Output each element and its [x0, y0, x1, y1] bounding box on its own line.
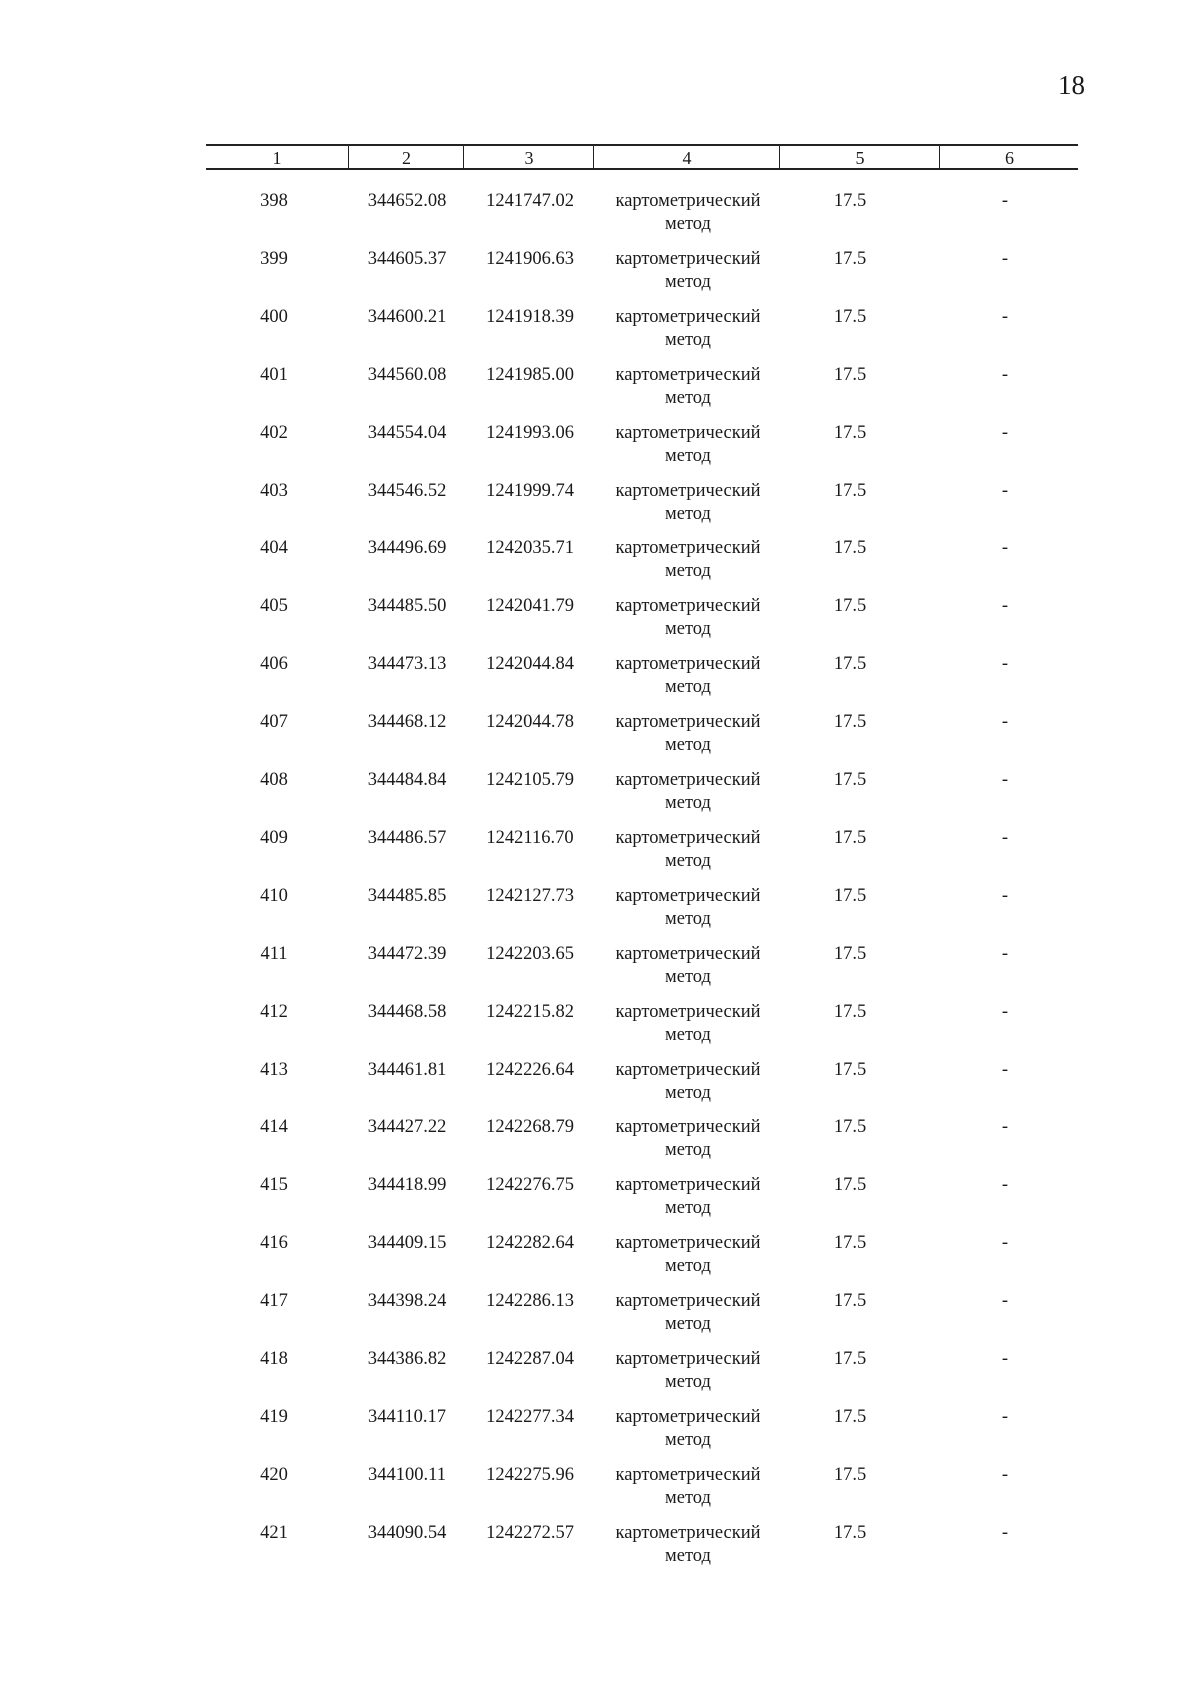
header-col-4: 4: [593, 146, 780, 168]
method-cell: [588, 364, 788, 410]
coordinate-x: 344090.54: [367, 1522, 447, 1543]
table-row: [0, 1348, 1200, 1406]
table-row: [0, 248, 1200, 306]
method-line-2: метод: [665, 677, 711, 698]
method-line-2: метод: [665, 1487, 711, 1508]
method-line-2: метод: [665, 850, 711, 871]
point-number: 399: [260, 248, 288, 269]
coordinate-x: 344485.85: [367, 885, 447, 906]
coordinate-x: 344546.52: [367, 480, 447, 501]
table-row: [0, 1406, 1200, 1464]
table-row: [0, 827, 1200, 885]
method-line-2: метод: [665, 966, 711, 987]
coordinate-x: 344472.39: [367, 943, 447, 964]
accuracy-value: 17.5: [833, 1464, 867, 1485]
method-line-1: картометрический: [615, 480, 761, 501]
coordinate-y: 1242287.04: [486, 1349, 574, 1369]
method-cell: [588, 1290, 788, 1336]
accuracy-value: 17.5: [833, 770, 867, 790]
method-line-2: метод: [665, 445, 711, 466]
method-line-2: метод: [665, 329, 711, 350]
column-6-value: -: [1001, 1349, 1009, 1369]
coordinate-y: 1241918.39: [486, 306, 574, 327]
accuracy-value: 17.5: [833, 538, 867, 559]
method-line-1: картометрический: [615, 248, 761, 269]
method-line-1: картометрический: [615, 1349, 761, 1369]
header-col-2: 2: [348, 146, 464, 168]
column-6-value: -: [1001, 480, 1009, 501]
column-6-value: -: [1001, 770, 1009, 790]
method-line-1: картометрический: [615, 885, 761, 906]
method-line-1: картометрический: [615, 1406, 761, 1427]
method-line-1: картометрический: [615, 654, 761, 675]
accuracy-value: 17.5: [833, 1059, 867, 1080]
method-cell: [588, 1174, 788, 1220]
method-cell: [588, 190, 788, 236]
accuracy-value: 17.5: [833, 248, 867, 269]
coordinate-x: 344386.82: [367, 1349, 447, 1369]
header-col-3: 3: [463, 146, 594, 168]
coordinate-x: 344427.22: [367, 1117, 447, 1138]
method-line-1: картометрический: [615, 422, 761, 443]
accuracy-value: 17.5: [833, 1117, 867, 1138]
column-6-value: -: [1001, 1291, 1009, 1312]
header-col-1: 1: [272, 148, 282, 168]
coordinate-y: 1242044.84: [486, 654, 574, 675]
column-6-value: -: [1001, 1117, 1009, 1138]
coordinate-y: 1241993.06: [486, 422, 574, 443]
coordinate-y: 1242276.75: [486, 1175, 574, 1196]
column-6-value: -: [1001, 306, 1009, 327]
accuracy-value: 17.5: [833, 306, 867, 327]
coordinate-x: 344554.04: [367, 422, 447, 443]
point-number: 421: [260, 1522, 288, 1543]
column-6-value: -: [1001, 712, 1009, 733]
column-6-value: -: [1001, 1175, 1009, 1196]
point-number: 406: [260, 654, 288, 675]
method-line-2: метод: [665, 619, 711, 640]
point-number: 416: [260, 1233, 288, 1254]
method-line-2: метод: [665, 1082, 711, 1103]
method-cell: [588, 1059, 788, 1105]
method-line-2: метод: [665, 1256, 711, 1277]
table-row: [0, 1232, 1200, 1290]
method-line-1: картометрический: [615, 364, 761, 385]
column-6-value: -: [1001, 422, 1009, 443]
method-cell: [588, 943, 788, 989]
accuracy-value: 17.5: [833, 1291, 867, 1312]
accuracy-value: 17.5: [833, 1001, 867, 1022]
coordinate-x: 344468.12: [367, 712, 447, 733]
coordinate-x: 344486.57: [367, 827, 447, 848]
method-line-2: метод: [665, 1429, 711, 1450]
table-row: [0, 1059, 1200, 1117]
column-6-value: -: [1001, 943, 1009, 964]
coordinate-x: 344409.15: [367, 1233, 447, 1254]
point-number: 408: [260, 770, 288, 790]
coordinate-x: 344600.21: [367, 306, 447, 327]
point-number: 409: [260, 827, 288, 848]
method-line-2: метод: [665, 908, 711, 929]
table-row: [0, 1116, 1200, 1174]
method-line-2: метод: [665, 1024, 711, 1045]
method-line-1: картометрический: [615, 712, 761, 733]
table-row: [0, 595, 1200, 653]
table-row: [0, 711, 1200, 769]
point-number: 401: [260, 364, 288, 385]
coordinate-y: 1242268.79: [486, 1117, 574, 1138]
method-line-1: картометрический: [615, 1059, 761, 1080]
method-line-1: картометрический: [615, 306, 761, 327]
accuracy-value: 17.5: [833, 1406, 867, 1427]
method-line-1: картометрический: [615, 770, 761, 790]
method-line-2: метод: [665, 561, 711, 582]
column-6-value: -: [1001, 191, 1009, 211]
coordinate-y: 1242044.78: [486, 712, 574, 733]
column-6-value: -: [1001, 827, 1009, 848]
column-6-value: -: [1001, 1233, 1009, 1254]
coordinate-y: 1242275.96: [486, 1464, 574, 1485]
table-header: [206, 144, 1078, 170]
method-line-2: метод: [665, 387, 711, 408]
coordinate-y: 1241747.02: [486, 191, 574, 211]
column-6-value: -: [1001, 885, 1009, 906]
coordinate-x: 344468.58: [367, 1001, 447, 1022]
coordinate-y: 1242215.82: [486, 1001, 574, 1022]
method-cell: [588, 537, 788, 583]
coordinate-y: 1242286.13: [486, 1291, 574, 1312]
method-line-1: картометрический: [615, 191, 761, 211]
table-row: [0, 537, 1200, 595]
table-row: [0, 1290, 1200, 1348]
point-number: 407: [260, 712, 288, 733]
accuracy-value: 17.5: [833, 943, 867, 964]
point-number: 413: [260, 1059, 288, 1080]
coordinate-x: 344652.08: [367, 191, 447, 211]
accuracy-value: 17.5: [833, 712, 867, 733]
column-6-value: -: [1001, 1001, 1009, 1022]
coordinate-y: 1242041.79: [486, 596, 574, 617]
method-cell: [588, 1522, 788, 1568]
method-line-1: картометрический: [615, 1522, 761, 1543]
point-number: 403: [260, 480, 288, 501]
method-line-2: метод: [665, 1314, 711, 1335]
method-cell: [588, 595, 788, 641]
point-number: 415: [260, 1175, 288, 1196]
coordinate-y: 1242116.70: [486, 827, 574, 848]
accuracy-value: 17.5: [833, 480, 867, 501]
method-cell: [588, 1348, 788, 1394]
method-cell: [588, 1464, 788, 1510]
coordinate-y: 1242105.79: [486, 770, 574, 790]
accuracy-value: 17.5: [833, 596, 867, 617]
table-row: [0, 1174, 1200, 1232]
point-number: 420: [260, 1464, 288, 1485]
method-cell: [588, 1001, 788, 1047]
table-row: [0, 1522, 1200, 1580]
table-row: [0, 364, 1200, 422]
coordinate-y: 1241999.74: [486, 480, 574, 501]
point-number: 410: [260, 885, 288, 906]
coordinate-x: 344560.08: [367, 364, 447, 385]
point-number: 412: [260, 1001, 288, 1022]
column-6-value: -: [1001, 1522, 1009, 1543]
coordinate-x: 344100.11: [368, 1464, 446, 1485]
coordinate-y: 1242127.73: [486, 885, 574, 906]
table-row: [0, 306, 1200, 364]
method-line-2: метод: [665, 1140, 711, 1161]
point-number: 404: [260, 538, 288, 559]
point-number: 414: [260, 1117, 288, 1138]
coordinate-y: 1242226.64: [486, 1059, 574, 1080]
table-row: [0, 422, 1200, 480]
method-cell: [588, 1232, 788, 1278]
point-number: 402: [260, 422, 288, 443]
point-number: 400: [260, 306, 288, 327]
method-cell: [588, 769, 788, 815]
method-line-2: метод: [665, 503, 711, 524]
accuracy-value: 17.5: [833, 1175, 867, 1196]
accuracy-value: 17.5: [833, 1522, 867, 1543]
coordinate-y: 1242203.65: [486, 943, 574, 964]
method-line-2: метод: [665, 271, 711, 292]
method-cell: [588, 885, 788, 931]
header-col-6: 6: [939, 146, 1079, 168]
coordinate-x: 344398.24: [367, 1291, 447, 1312]
method-cell: [588, 480, 788, 526]
accuracy-value: 17.5: [833, 654, 867, 675]
method-cell: [588, 306, 788, 352]
table-row: [0, 190, 1200, 248]
method-line-2: метод: [665, 793, 711, 813]
method-line-2: метод: [665, 214, 711, 234]
page-number: 18: [1058, 70, 1085, 100]
method-line-1: картометрический: [615, 943, 761, 964]
table-row: [0, 480, 1200, 538]
method-line-1: картометрический: [615, 1175, 761, 1196]
coordinate-x: 344484.84: [367, 770, 447, 790]
coordinate-x: 344418.99: [367, 1175, 447, 1196]
method-cell: [588, 1116, 788, 1162]
method-cell: [588, 653, 788, 699]
accuracy-value: 17.5: [833, 364, 867, 385]
method-line-1: картометрический: [615, 1117, 761, 1138]
table-row: [0, 943, 1200, 1001]
accuracy-value: 17.5: [833, 1233, 867, 1254]
method-line-1: картометрический: [615, 538, 761, 559]
coordinate-x: 344473.13: [367, 654, 447, 675]
table-row: [0, 885, 1200, 943]
method-line-2: метод: [665, 1372, 711, 1392]
column-6-value: -: [1001, 538, 1009, 559]
method-line-1: картометрический: [615, 1233, 761, 1254]
accuracy-value: 17.5: [833, 885, 867, 906]
coordinate-y: 1241985.00: [486, 364, 574, 385]
method-line-1: картометрический: [615, 827, 761, 848]
coordinate-y: 1242035.71: [486, 538, 574, 559]
point-number: 418: [260, 1349, 288, 1369]
accuracy-value: 17.5: [833, 191, 867, 211]
method-line-2: метод: [665, 1545, 711, 1566]
coordinate-x: 344110.17: [368, 1406, 446, 1427]
method-cell: [588, 248, 788, 294]
coordinate-y: 1242272.57: [486, 1522, 574, 1543]
method-cell: [588, 1406, 788, 1452]
point-number: 417: [260, 1291, 288, 1312]
coordinate-y: 1241906.63: [486, 248, 574, 269]
column-6-value: -: [1001, 1059, 1009, 1080]
method-line-2: метод: [665, 1198, 711, 1219]
coordinate-y: 1242277.34: [486, 1406, 574, 1427]
table-row: [0, 769, 1200, 827]
table-row: [0, 1464, 1200, 1522]
method-line-1: картометрический: [615, 1001, 761, 1022]
point-number: 411: [260, 943, 288, 964]
column-6-value: -: [1001, 654, 1009, 675]
point-number: 405: [260, 596, 288, 617]
coordinate-x: 344496.69: [367, 538, 447, 559]
column-6-value: -: [1001, 1406, 1009, 1427]
accuracy-value: 17.5: [833, 422, 867, 443]
column-6-value: -: [1001, 248, 1009, 269]
table-row: [0, 1001, 1200, 1059]
method-line-2: метод: [665, 735, 711, 756]
accuracy-value: 17.5: [833, 827, 867, 848]
column-6-value: -: [1001, 596, 1009, 617]
method-cell: [588, 422, 788, 468]
table-row: [0, 653, 1200, 711]
coordinate-x: 344485.50: [367, 596, 447, 617]
method-cell: [588, 827, 788, 873]
coordinate-y: 1242282.64: [486, 1233, 574, 1254]
method-line-1: картометрический: [615, 1464, 761, 1485]
method-line-1: картометрический: [615, 596, 761, 617]
header-col-5: 5: [779, 146, 940, 168]
column-6-value: -: [1001, 364, 1009, 385]
point-number: 398: [260, 191, 288, 211]
coordinate-x: 344605.37: [367, 248, 447, 269]
column-6-value: -: [1001, 1464, 1009, 1485]
accuracy-value: 17.5: [833, 1349, 867, 1369]
coordinate-x: 344461.81: [367, 1059, 447, 1080]
method-line-1: картометрический: [615, 1291, 761, 1312]
method-cell: [588, 711, 788, 757]
point-number: 419: [260, 1406, 288, 1427]
